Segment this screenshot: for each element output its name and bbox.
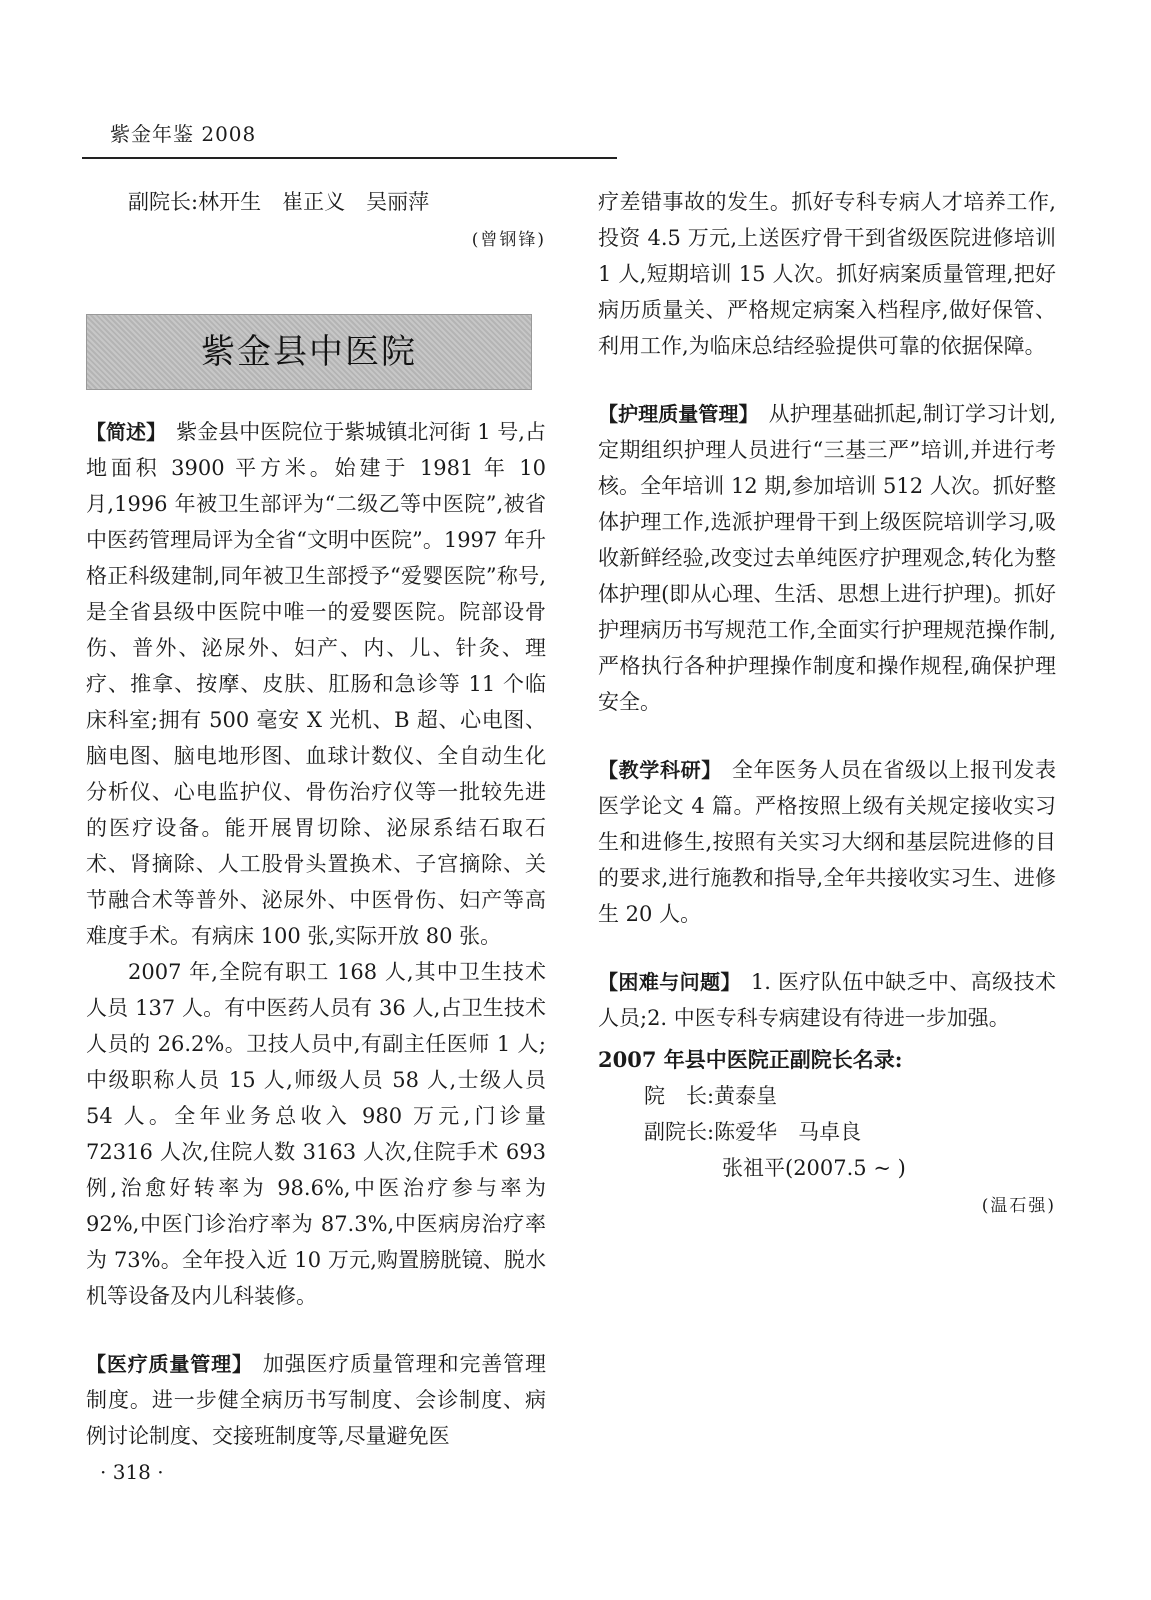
roster-vice-continued: 张祖平(2007.5 ~ ): [722, 1156, 906, 1180]
teaching-text: 全年医务人员在省级以上报刊发表医学论文 4 篇。严格按照上级有关规定接收实习生和进修生,按照有关实习大纲和基层院进修的目的要求,进行施教和指导,全年共接收实习生、进修生 20 人。: [598, 758, 1057, 926]
section-gap: [598, 932, 1056, 964]
section-gap: [86, 1314, 546, 1346]
medical-quality-continued: 疗差错事故的发生。抓好专科专病人才培养工作,投资 4.5 万元,上送医疗骨干到省级医院进修培训 1 人,短期培训 15 人次。抓好病案质量管理,把好病历质量关、严格规定病案入档程序,做好保管、利用工作,为临床总结经验提供可靠的依据保障。: [598, 190, 1056, 358]
nursing-paragraph: [598, 396, 1056, 720]
header-rule: [82, 157, 617, 159]
medical-quality-text: 加强医疗质量管理和完善管理制度。进一步健全病历书写制度、会诊制度、病例讨论制度、交接班制度等,尽量避免医: [86, 1352, 547, 1448]
institution-title: 紫金县中医院: [201, 332, 417, 372]
section-gap: [598, 720, 1056, 752]
overview-text: 紫金县中医院位于紫城镇北河街 1 号,占地面积 3900 平方米。始建于 1981 年 10 月,1996 年被卫生部评为“二级乙等中医院”,被省中医药管理局评为全省“文明中医院”。1997 年升格正科级建制,同年被卫生部授予“爱婴医院”称号,是全省县级中医院中唯一的爱婴医院。院部设骨伤、普外、泌尿外、妇产、内、儿、针灸、理疗、推拿、按摩、皮肤、肛肠和急诊等 11 个临床科室;拥有 500 毫安 X 光机、B 超、心电图、脑电图、脑电地形图、血球计数仪、全自动生化分析仪、心电监护仪、骨伤治疗仪等一批较先进的医疗设备。能开展胃切除、泌尿系结石取石术、肾摘除、人工股骨头置换术、子宫摘除、关节融合术等普外、泌尿外、中医骨伤、妇产等高难度手术。有病床 100 张,实际开放 80 张。: [86, 420, 547, 948]
problems-text: 1. 医疗队伍中缺乏中、高级技术人员;2. 中医专科专病建设有待进一步加强。: [598, 970, 1056, 1030]
credit-prev: (曾钢锋): [471, 230, 546, 250]
section-gap: [598, 364, 1056, 396]
medical-quality-heading: 【医疗质量管理】: [86, 1352, 253, 1376]
running-header: 紫金年鉴 2008: [110, 122, 257, 146]
problems-paragraph: [598, 964, 1056, 1036]
roster-vice-presidents: 副院长:陈爱华 马卓良: [644, 1120, 862, 1144]
roster-credit: (温石强): [981, 1196, 1056, 1216]
page-number: · 318 ·: [100, 1460, 164, 1484]
medical-quality-paragraph: [86, 1346, 546, 1454]
overview-paragraph: [86, 414, 546, 954]
problems-heading: 【困难与问题】: [598, 970, 741, 994]
nursing-text: 从护理基础抓起,制订学习计划,定期组织护理人员进行“三基三严”培训,并进行考核。全年培训 12 期,参加培训 512 人次。抓好整体护理工作,选派护理骨干到上级医院培训学习,吸收新鲜经验,改变过去单纯医疗护理观念,转化为整体护理(即从心理、生活、思想上进行护理)。抓好护理病历书写规范工作,全面实行护理规范操作制,严格执行各种护理操作制度和操作规程,确保护理安全。: [598, 402, 1057, 714]
roster-president: 院 长:黄泰皇: [644, 1084, 778, 1108]
roster-title: 2007 年县中医院正副院长名录:: [598, 1047, 903, 1072]
left-column: [86, 184, 546, 1454]
nursing-heading: 【护理质量管理】: [598, 402, 759, 426]
stats-paragraph: 2007 年,全院有职工 168 人,其中卫生技术人员 137 人。有中医药人员有 36 人,占卫生技术人员的 26.2%。卫技人员中,有副主任医师 1 人;中级职称人员 15 人,师级人员 58 人,士级人员 54 人。全年业务总收入 980 万元,门诊量 72316 人次,住院人数 3163 人次,住院手术 693 例,治愈好转率为 98.6%,中医治疗参与率为 92%,中医门诊治疗率为 87.3%,中医病房治疗率为 73%。全年投入近 10 万元,购置膀胱镜、脱水机等设备及内儿科装修。: [86, 960, 546, 1308]
overview-heading: 【简述】: [86, 420, 167, 444]
right-column: [598, 184, 1056, 1224]
vice-presidents-prev: 副院长:林开生 崔正义 吴丽萍: [128, 190, 430, 214]
teaching-paragraph: [598, 752, 1056, 932]
teaching-heading: 【教学科研】: [598, 758, 722, 782]
institution-banner: [86, 314, 532, 390]
